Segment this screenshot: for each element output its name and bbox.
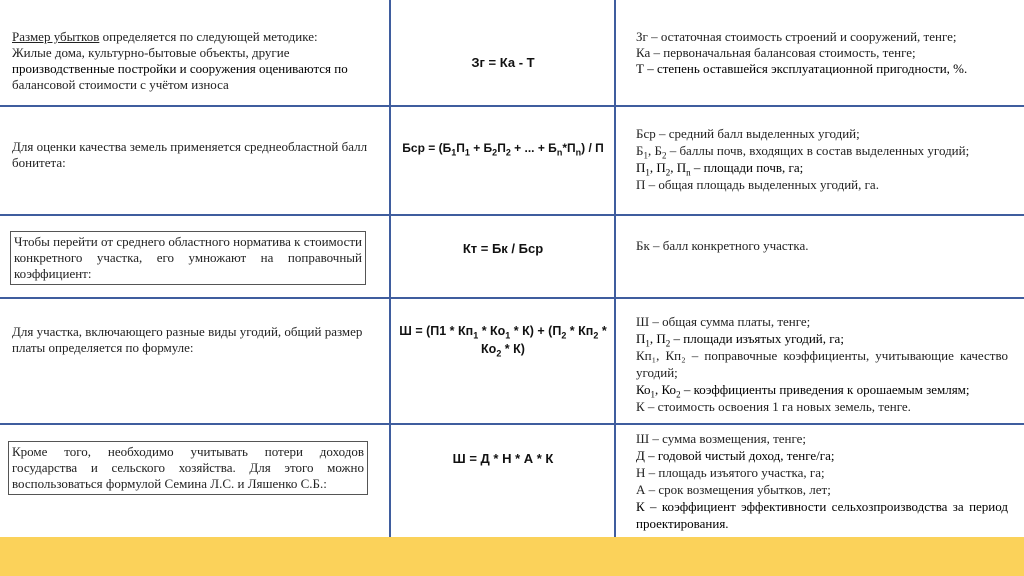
grid-horizontal-3 — [0, 297, 1024, 299]
f2-d: П — [497, 141, 506, 155]
r4d2-b: , П — [649, 331, 666, 346]
row4-def1: Ш – общая сумма платы, тенге; — [636, 314, 811, 329]
row5-def1: Ш – сумма возмещения, тенге; — [636, 431, 807, 446]
r4d4-b: , Ко — [655, 382, 677, 397]
row3-formula: Кт = Бк / Бср — [462, 241, 544, 256]
f2-s2: 2 — [492, 147, 498, 158]
f2-s1: 1 — [451, 147, 457, 158]
f2-s1b: 1 — [464, 147, 470, 158]
f2-e: + ... + Б — [510, 141, 557, 155]
row1-rest: определяется по следующей методике: — [99, 29, 318, 44]
row4-description: Для участка, включающего разные виды угодий, общий размер платы определяется по формуле: — [12, 324, 363, 355]
f2-s2b: 2 — [505, 147, 511, 158]
r4d2-s2: 2 — [665, 338, 671, 349]
row5-def5: К – коэффициент эффективности сельхозпроизводства за период проектирования. — [636, 499, 1008, 531]
row1-line2: производственные постройки и сооружения оцениваются по — [12, 61, 348, 76]
grid-horizontal-2 — [0, 214, 1024, 216]
f2-snb: n — [575, 147, 582, 158]
r2d2-c: – баллы почв, входящих в состав выделенных угодий; — [666, 143, 970, 158]
row4-def2 — [636, 330, 1008, 347]
row1-formula: Зг = Ка - Т — [471, 55, 535, 70]
f4-s1: 1 — [473, 330, 479, 341]
r4d2-s1: 1 — [645, 338, 650, 349]
r2d2-s2: 2 — [661, 150, 667, 161]
f4-e: * Ко — [481, 324, 607, 356]
row5-def4: А – срок возмещения убытков, лет; — [636, 482, 831, 497]
footer-bar — [0, 537, 1024, 576]
row5-description: Кроме того, необходимо учитывать потери доходов государства и сельского хозяйства. Для этого можно воспользоваться формулой Семина Л.С. и Ляшенко С.Б.: — [8, 441, 368, 495]
r2d2-a: Б — [636, 143, 644, 158]
r4d4-a: Ко — [636, 382, 651, 397]
f4-f: * К) — [501, 342, 525, 356]
row3-description: Чтобы перейти от среднего областного норматива к стоимости конкретного участка, его умножают на поправочный коэффициент: — [10, 231, 366, 285]
row1-def2: Ка – первоначальная балансовая стоимость, тенге; — [636, 45, 916, 60]
r2d3-c: , П — [670, 160, 687, 175]
f4-c: * К) + (П — [510, 324, 562, 338]
f2-sn: n — [556, 147, 563, 158]
row4-definitions — [636, 313, 1008, 415]
grid-horizontal-4 — [0, 423, 1024, 425]
r4d2-a: П — [636, 331, 646, 346]
grid-horizontal-1 — [0, 105, 1024, 107]
f2-a: Бср = (Б — [402, 141, 452, 155]
row2-def3 — [636, 159, 1008, 176]
row3-definitions — [636, 238, 1008, 254]
f2-g: ) / П — [581, 141, 604, 155]
r4d4-s1: 1 — [650, 389, 656, 400]
r4d4-c: – коэффициенты приведения к орошаемым землям; — [680, 382, 970, 397]
f4-b: * Ко — [478, 324, 506, 338]
r2d2-s1: 1 — [643, 150, 648, 161]
row4-def4 — [636, 381, 1008, 398]
row2-definitions — [636, 125, 1008, 193]
row5-def2: Д – годовой чистый доход, тенге/га; — [636, 448, 835, 463]
row1-description — [12, 29, 382, 93]
f2-f: *П — [562, 141, 576, 155]
row5-formula: Ш = Д * Н * А * К — [452, 451, 554, 466]
row5-definitions — [636, 430, 1008, 532]
f4-s1b: 1 — [505, 330, 511, 341]
f4-d: * Кп — [566, 324, 594, 338]
f4-s2c: 2 — [496, 348, 502, 359]
row1-def3: Т – степень оставшейся эксплуатационной пригодности, %. — [636, 61, 968, 76]
r4d2-c: – площади изъятых угодий, га; — [670, 331, 844, 346]
f2-c: + Б — [469, 141, 493, 155]
f4-s2b: 2 — [593, 330, 599, 341]
r2d2-b: , Б — [647, 143, 662, 158]
row2-def1: Бср – средний балл выделенных угодий; — [636, 126, 860, 141]
row4-def5: К – стоимость освоения 1 га новых земель, тенге. — [636, 399, 911, 414]
f4-a: Ш = (П1 * Кп — [399, 324, 474, 338]
r2d3-a: П — [636, 160, 646, 175]
row4-formula — [393, 322, 613, 358]
r4d4-s2: 2 — [676, 389, 681, 400]
r2d3-s1: 1 — [645, 167, 650, 178]
row4-def3: Кп₁, Кп₂ – поправочные коэффициенты, учитывающие качество угодий; — [636, 348, 1008, 380]
row2-description: Для оценки качества земель применяется среднеобластной балл бонитета: — [12, 139, 368, 170]
f4-s2: 2 — [561, 330, 567, 341]
grid-vertical-1 — [389, 0, 391, 537]
row2-def4: П – общая площадь выделенных угодий, га. — [636, 177, 879, 192]
r2d3-d: – площади почв, га; — [690, 160, 804, 175]
row1-underlined: Размер убытков — [12, 29, 100, 44]
grid-vertical-2 — [614, 0, 616, 537]
row1-line3: балансовой стоимости с учётом износа — [12, 77, 229, 92]
row1-def1: Зг – остаточная стоимость строений и сооружений, тенге; — [636, 29, 957, 44]
r2d3-s2: 2 — [665, 167, 671, 178]
row1-line1: Жилые дома, культурно-бытовые объекты, другие — [12, 45, 290, 60]
row3-def1: Бк – балл конкретного участка. — [636, 238, 809, 253]
r2d3-b: , П — [649, 160, 666, 175]
r2d3-sn: n — [686, 167, 691, 178]
row2-formula — [393, 139, 613, 157]
f2-b: П — [456, 141, 465, 155]
row5-def3: Н – площадь изъятого участка, га; — [636, 465, 825, 480]
row1-definitions — [636, 29, 1008, 77]
row2-def2 — [636, 142, 1008, 159]
